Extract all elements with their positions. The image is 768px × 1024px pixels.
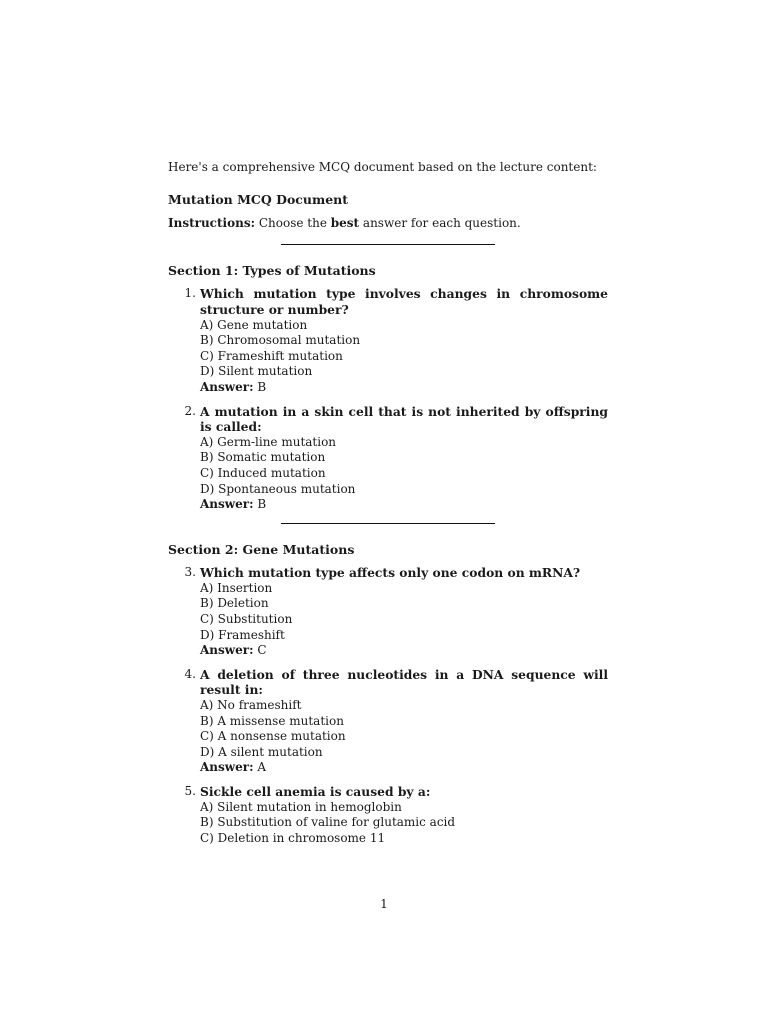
answer-value: B (257, 379, 267, 394)
answer-line (200, 380, 608, 396)
answer-option: C) Deletion in chromosome 11 (200, 830, 386, 845)
page-number: 1 (380, 897, 388, 911)
answer-option: A) Insertion (200, 580, 273, 595)
question-item (168, 667, 608, 776)
answer-line (200, 497, 608, 513)
answer-option: A) Germ-line mutation (200, 434, 337, 449)
divider-rule (281, 523, 495, 524)
answer-label: Answer: (200, 379, 254, 394)
answer-option: A) Silent mutation in hemoglobin (200, 799, 402, 814)
section-heading: Section 1: Types of Mutations (168, 262, 376, 278)
answer-label: Answer: (200, 497, 254, 512)
answer-option: D) Silent mutation (200, 364, 313, 379)
instructions-post: answer for each question. (362, 216, 521, 231)
instructions-label: Instructions: (168, 216, 256, 231)
answer-option: B) A missense mutation (200, 713, 344, 728)
answer-option: C) Substitution (200, 612, 293, 627)
question-item (168, 784, 608, 846)
section-heading: Section 2: Gene Mutations (168, 541, 355, 557)
answer-option: D) Frameshift (200, 627, 285, 642)
answer-option: C) Induced mutation (200, 465, 326, 480)
question-number: 3. (184, 565, 196, 580)
answer-option: C) A nonsense mutation (200, 729, 346, 744)
answer-line (200, 643, 608, 659)
question-text: Which mutation type affects only one codon on mRNA? (200, 565, 581, 581)
answer-value: C (257, 643, 267, 658)
question-text: A mutation in a skin cell that is not inherited by offspring is called: (200, 403, 608, 435)
answer-value: B (257, 497, 267, 512)
instructions-pre: Choose the (258, 216, 327, 231)
question-text: Sickle cell anemia is caused by a: (200, 784, 431, 799)
answer-option: B) Somatic mutation (200, 450, 326, 465)
question-item (168, 565, 608, 659)
answer-option: D) A silent mutation (200, 744, 323, 759)
question-number: 2. (184, 403, 196, 418)
answer-value: A (257, 760, 267, 775)
question-text: Which mutation type involves changes in chromosome structure or number? (200, 286, 608, 317)
answer-label: Answer: (200, 760, 254, 775)
instructions (168, 216, 608, 232)
question-number: 5. (184, 784, 196, 798)
answer-option: B) Substitution of valine for glutamic acid (200, 815, 456, 830)
answer-option: B) Deletion (200, 596, 269, 611)
answer-option: B) Chromosomal mutation (200, 333, 361, 348)
question-item (168, 286, 608, 395)
intro-text: Here's a comprehensive MCQ document based on the lecture content: (168, 160, 597, 174)
document-title: Mutation MCQ Document (168, 191, 349, 207)
question-number: 1. (184, 286, 196, 301)
answer-label: Answer: (200, 643, 254, 658)
answer-option: D) Spontaneous mutation (200, 481, 356, 496)
instructions-emphasis: best (330, 216, 360, 231)
answer-line (200, 760, 608, 776)
answer-option: C) Frameshift mutation (200, 348, 343, 363)
divider-rule (281, 244, 495, 245)
answer-option: A) Gene mutation (200, 317, 308, 332)
question-item (168, 404, 608, 513)
question-number: 4. (184, 666, 196, 681)
answer-option: A) No frameshift (200, 698, 302, 713)
document-body (168, 160, 608, 854)
question-text: A deletion of three nucleotides in a DNA sequence will result in: (200, 666, 608, 698)
